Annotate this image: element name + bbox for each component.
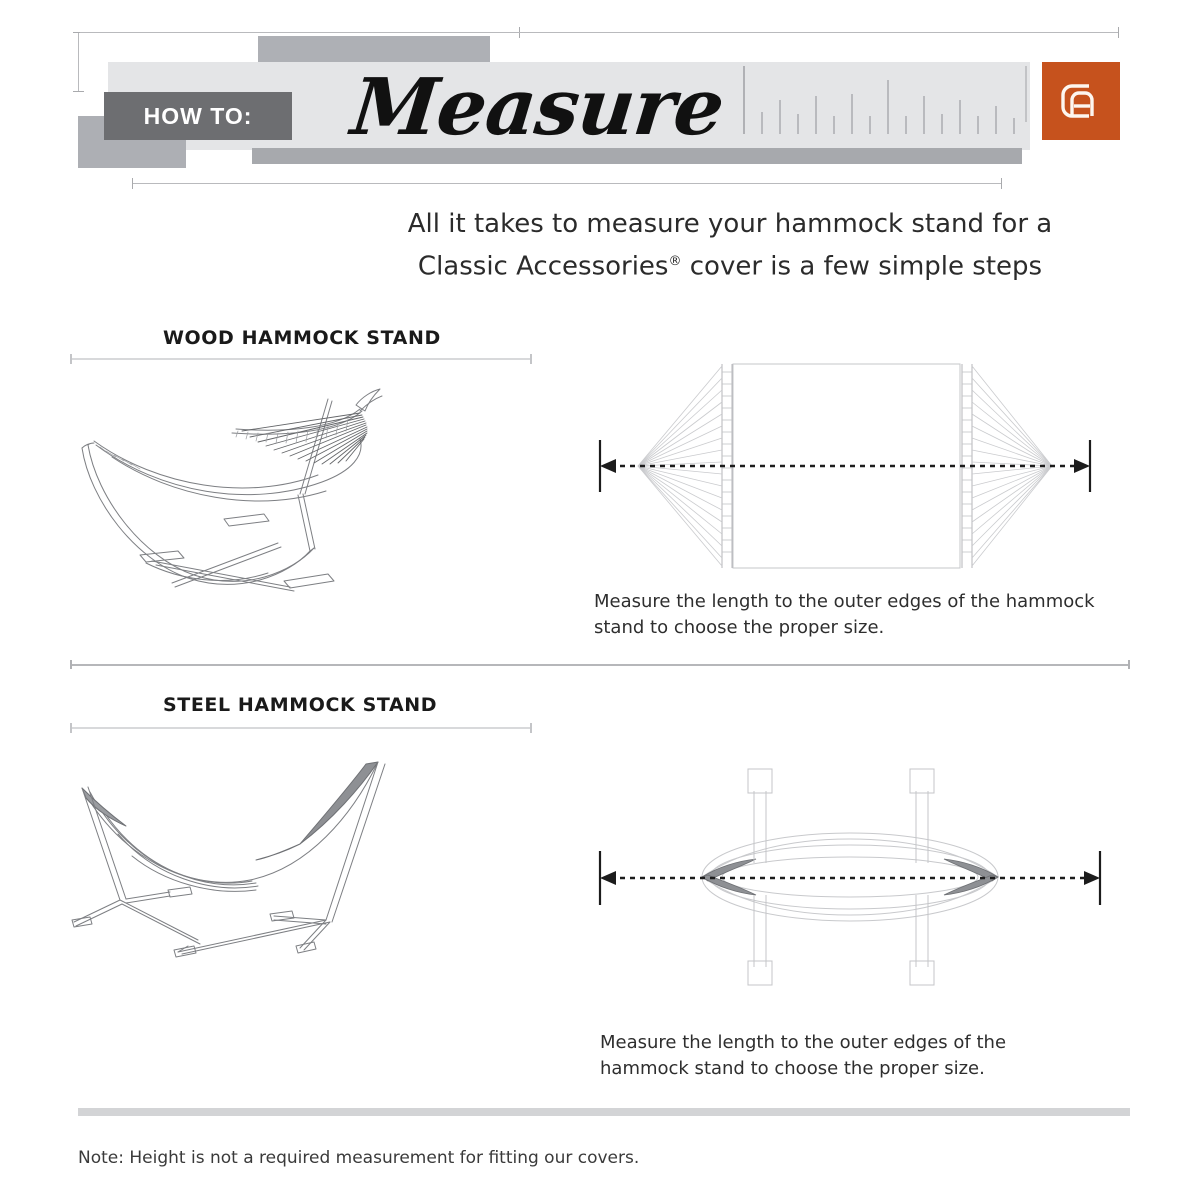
section-divider-cap-left	[70, 660, 72, 669]
caption-wood-line-2: stand to choose the proper size.	[594, 617, 885, 638]
how-to-badge-label: HOW TO:	[143, 102, 253, 129]
header-guide-cap-bottom-right	[1001, 178, 1002, 189]
steel-hammock-stand-illustration	[60, 740, 460, 975]
section-divider	[70, 664, 1130, 666]
header-guide-cap-bottom-left-2	[132, 178, 133, 189]
section-rule-cap-steel-left	[70, 723, 72, 733]
header	[0, 0, 1200, 200]
classic-accessories-logo-icon	[1042, 62, 1120, 140]
subtitle-line-2	[300, 243, 1160, 286]
how-to-badge	[104, 92, 292, 140]
section-rule-cap-wood-right	[530, 354, 532, 364]
section-rule-cap-wood-left	[70, 354, 72, 364]
section-rule-cap-steel-right	[530, 723, 532, 733]
header-guide-horizontal-bottom	[132, 183, 1002, 184]
section-title-wood: WOOD HAMMOCK STAND	[163, 327, 441, 349]
page-title: Measure	[347, 62, 728, 153]
subtitle	[300, 205, 1160, 286]
ca-monogram-icon	[1055, 75, 1107, 127]
caption-steel-line-2: hammock stand to choose the proper size.	[600, 1058, 985, 1079]
caption-wood-line-1: Measure the length to the outer edges of the hammock	[594, 591, 1095, 612]
header-guide-horizontal-top-left	[80, 32, 520, 33]
section-divider-cap-right	[1128, 660, 1130, 669]
section-rule-steel	[70, 727, 532, 729]
subtitle-line-1: All it takes to measure your hammock stand for a	[407, 209, 1053, 239]
subtitle-brand: Classic Accessories	[417, 251, 669, 282]
header-guide-horizontal-top-right	[519, 32, 1119, 33]
section-rule-wood	[70, 358, 532, 360]
caption-steel	[600, 1030, 1140, 1082]
header-guide-cap-top-right	[1118, 27, 1119, 38]
section-title-steel: STEEL HAMMOCK STAND	[163, 694, 438, 716]
footer-note: Note: Height is not a required measurement for fitting our covers.	[78, 1148, 640, 1168]
header-guide-vertical-left	[78, 32, 79, 92]
subtitle-line-2-rest: cover is a few simple steps	[681, 251, 1043, 282]
caption-steel-line-1: Measure the length to the outer edges of the	[600, 1032, 1007, 1053]
wood-hammock-stand-illustration	[60, 375, 460, 600]
registered-mark: ®	[668, 254, 682, 269]
caption-wood	[594, 589, 1134, 641]
wood-hammock-top-view-diagram	[590, 358, 1100, 578]
header-guide-cap-bottom-left	[73, 91, 84, 92]
footer-bar	[78, 1108, 1130, 1116]
ruler-graphic	[740, 62, 1030, 150]
steel-hammock-top-view-diagram	[590, 755, 1110, 1000]
